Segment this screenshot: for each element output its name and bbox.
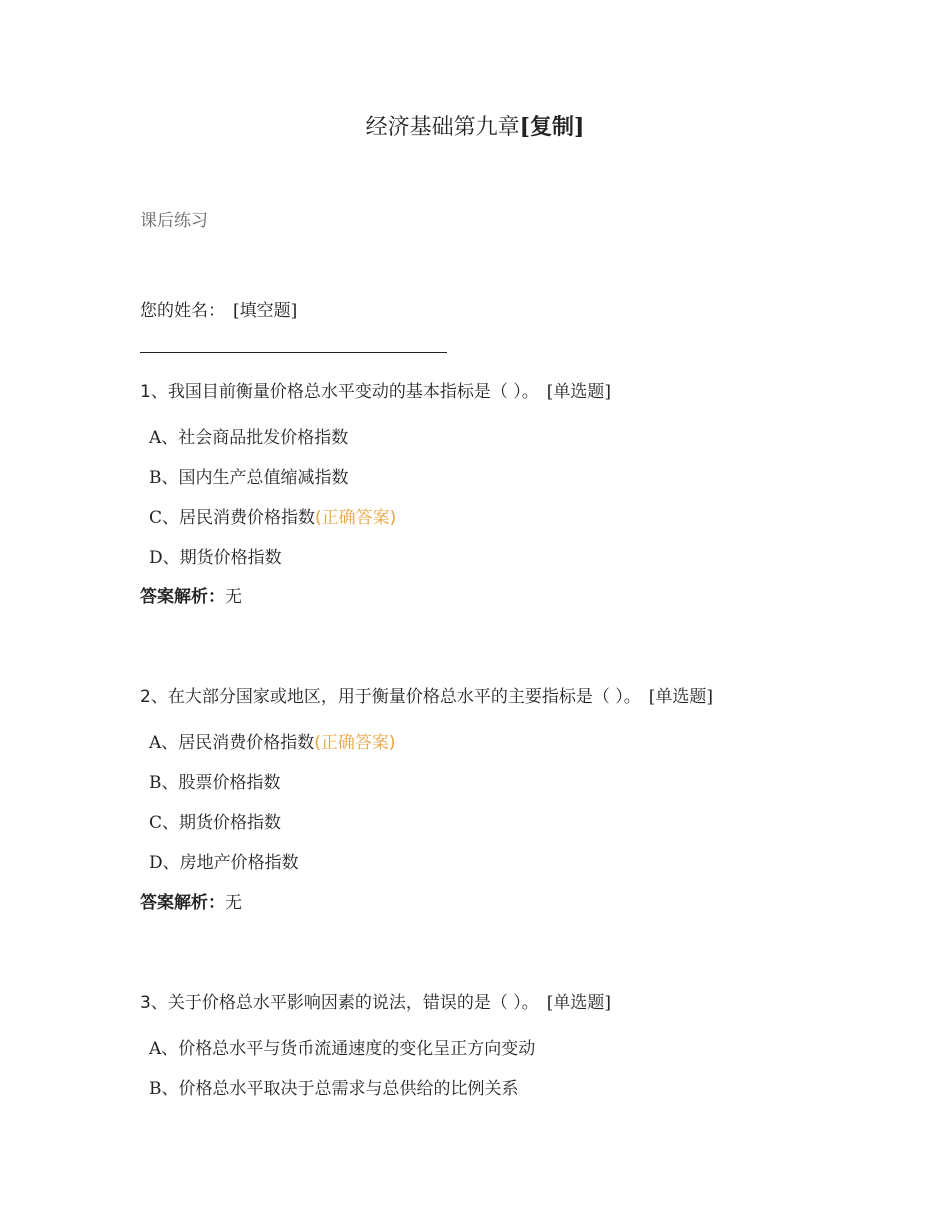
question-2: [140, 685, 713, 709]
name-question-label: 您的姓名：: [140, 301, 225, 321]
name-question: [140, 299, 297, 323]
title-suffix: [复制]: [519, 114, 585, 140]
option-text: 房地产价格指数: [179, 853, 299, 873]
option-letter: A、: [149, 1039, 179, 1059]
section-subtitle: 课后练习: [140, 211, 208, 231]
analysis-label: 答案解析：: [140, 587, 225, 607]
option-text: 居民消费价格指数: [179, 508, 316, 528]
option-text: 期货价格指数: [179, 813, 282, 833]
option-letter: B、: [149, 773, 179, 793]
question-2-option-a: [149, 731, 396, 755]
question-3-text: 3、关于价格总水平影响因素的说法，错误的是（ ）。: [140, 993, 539, 1013]
correct-answer-marker: (正确答案): [315, 508, 397, 528]
question-1-analysis: [140, 585, 242, 609]
question-3-type: [单选题]: [546, 993, 611, 1013]
question-3: [140, 991, 611, 1015]
option-letter: C、: [149, 813, 180, 833]
question-1-option-b: [149, 466, 349, 490]
option-text: 国内生产总值缩减指数: [178, 468, 349, 488]
question-1-option-c: [149, 506, 396, 530]
option-text: 价格总水平取决于总需求与总供给的比例关系: [178, 1079, 519, 1099]
correct-answer-marker: (正确答案): [314, 733, 396, 753]
question-2-text: 2、在大部分国家或地区，用于衡量价格总水平的主要指标是（ ）。: [140, 687, 641, 707]
analysis-label: 答案解析：: [140, 893, 225, 913]
question-2-option-c: [149, 811, 281, 835]
question-1-type: [单选题]: [546, 382, 611, 402]
option-letter: D、: [149, 853, 180, 873]
option-letter: D、: [149, 548, 180, 568]
analysis-value: 无: [225, 893, 242, 913]
question-1-text: 1、我国目前衡量价格总水平变动的基本指标是（ ）。: [140, 382, 539, 402]
analysis-value: 无: [225, 587, 242, 607]
question-2-option-d: [149, 851, 299, 875]
question-3-option-a: [149, 1037, 535, 1061]
option-text: 股票价格指数: [178, 773, 281, 793]
option-letter: B、: [149, 468, 179, 488]
question-2-type: [单选题]: [648, 687, 713, 707]
question-1-option-a: [149, 426, 348, 450]
option-letter: C、: [149, 508, 180, 528]
question-3-option-b: [149, 1077, 519, 1101]
option-text: 居民消费价格指数: [178, 733, 315, 753]
title-text: 经济基础第九章: [365, 115, 520, 140]
question-2-analysis: [140, 891, 242, 915]
option-text: 社会商品批发价格指数: [178, 428, 349, 448]
question-2-option-b: [149, 771, 281, 795]
option-letter: B、: [149, 1079, 179, 1099]
question-1-option-d: [149, 546, 282, 570]
option-letter: A、: [149, 428, 179, 448]
option-text: 价格总水平与货币流通速度的变化呈正方向变动: [178, 1039, 536, 1059]
option-text: 期货价格指数: [179, 548, 282, 568]
name-answer-blank: [140, 352, 447, 353]
name-question-type: [填空题]: [233, 301, 298, 321]
page-title: [0, 112, 950, 143]
question-1: [140, 380, 611, 404]
option-letter: A、: [149, 733, 179, 753]
